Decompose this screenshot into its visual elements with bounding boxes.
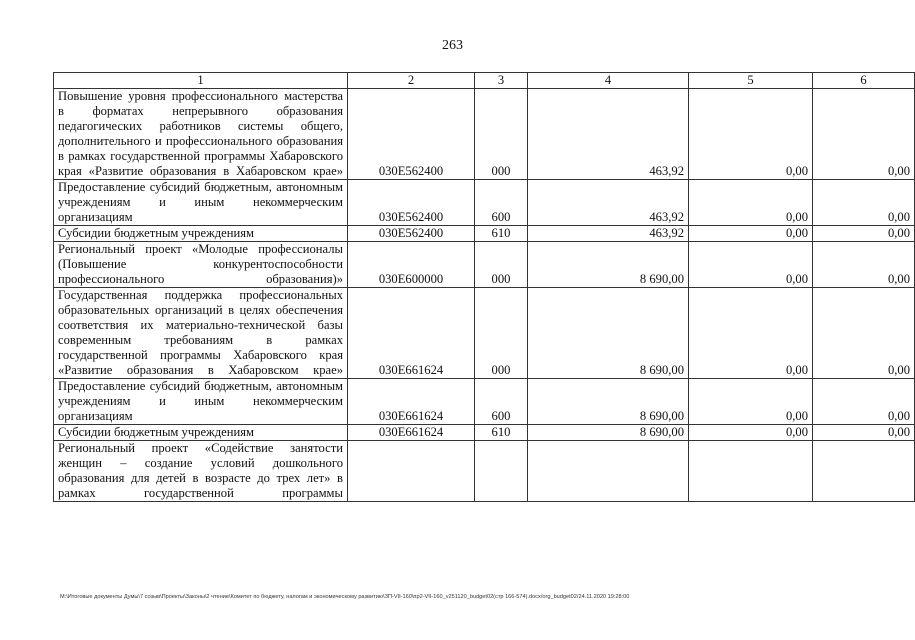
row-code: 030E562400 <box>348 180 475 226</box>
row-value-6: 0,00 <box>813 226 915 242</box>
column-header-3: 3 <box>475 73 528 89</box>
row-value-6 <box>813 441 915 502</box>
row-value-6: 0,00 <box>813 180 915 226</box>
document-path-footer: M:\Итоговые документы Думы\7 созыв\Проекты\Законы\2 чтение\Комитет по бюджету, налогам и экономическому развитию\ЗП-VII-160\пр2-VII-160_v251120_budget02(стр 166-574).docx/org_budget02/24.11.2020 19:28:00 <box>60 594 630 600</box>
row-expense-type: 000 <box>475 242 528 288</box>
column-header-4: 4 <box>528 73 689 89</box>
row-expense-type: 000 <box>475 288 528 379</box>
table-row <box>54 379 915 425</box>
row-value-5: 0,00 <box>689 379 813 425</box>
column-header-5: 5 <box>689 73 813 89</box>
table-row <box>54 226 915 242</box>
row-value-4 <box>528 441 689 502</box>
table-row <box>54 441 915 502</box>
row-value-5: 0,00 <box>689 242 813 288</box>
table-row <box>54 288 915 379</box>
row-code: 030E562400 <box>348 226 475 242</box>
row-value-5: 0,00 <box>689 425 813 441</box>
row-value-4: 463,92 <box>528 226 689 242</box>
row-value-6: 0,00 <box>813 288 915 379</box>
row-name: Региональный проект «Содействие занятости женщин – создание условий дошкольного образования для детей в возрасте до трех лет» в рамках государственной программы <box>54 441 348 502</box>
row-expense-type: 610 <box>475 226 528 242</box>
column-header-1: 1 <box>54 73 348 89</box>
row-value-5: 0,00 <box>689 89 813 180</box>
row-value-5 <box>689 441 813 502</box>
page-number: 263 <box>442 38 463 53</box>
row-expense-type <box>475 441 528 502</box>
row-value-5: 0,00 <box>689 180 813 226</box>
row-code: 030E661624 <box>348 425 475 441</box>
column-header-6: 6 <box>813 73 915 89</box>
row-expense-type: 610 <box>475 425 528 441</box>
row-value-6: 0,00 <box>813 425 915 441</box>
row-name: Субсидии бюджетным учреждениям <box>54 425 348 441</box>
row-value-6: 0,00 <box>813 379 915 425</box>
row-name: Субсидии бюджетным учреждениям <box>54 226 348 242</box>
row-value-4: 8 690,00 <box>528 425 689 441</box>
row-value-4: 463,92 <box>528 89 689 180</box>
row-expense-type: 600 <box>475 180 528 226</box>
row-value-6: 0,00 <box>813 242 915 288</box>
row-value-4: 8 690,00 <box>528 288 689 379</box>
budget-table <box>53 72 915 502</box>
row-code: 030E562400 <box>348 89 475 180</box>
row-code: 030E661624 <box>348 379 475 425</box>
column-header-2: 2 <box>348 73 475 89</box>
row-value-6: 0,00 <box>813 89 915 180</box>
row-name: Государственная поддержка профессиональных образовательных организаций в целях обеспечения соответствия их материально-технической базы современным требованиям в рамках государственной программы Хабаровского края «Развитие образования в Хабаровском крае» <box>54 288 348 379</box>
table-row <box>54 425 915 441</box>
table-row <box>54 89 915 180</box>
row-name: Предоставление субсидий бюджетным, автономным учреждениям и иным некоммерческим организациям <box>54 180 348 226</box>
row-value-4: 463,92 <box>528 180 689 226</box>
row-value-4: 8 690,00 <box>528 242 689 288</box>
row-value-5: 0,00 <box>689 226 813 242</box>
row-code: 030E661624 <box>348 288 475 379</box>
table-row <box>54 180 915 226</box>
row-name: Повышение уровня профессионального мастерства в форматах непрерывного образования педагогических работников системы общего, дополнительного и профессионального образования в рамках государственной программы Хабаровского края «Развитие образования в Хабаровском крае» <box>54 89 348 180</box>
header-row <box>54 73 915 89</box>
row-name: Региональный проект «Молодые профессионалы (Повышение конкурентоспособности профессионального образования)» <box>54 242 348 288</box>
table-row <box>54 242 915 288</box>
row-code <box>348 441 475 502</box>
row-value-5: 0,00 <box>689 288 813 379</box>
row-expense-type: 000 <box>475 89 528 180</box>
row-name: Предоставление субсидий бюджетным, автономным учреждениям и иным некоммерческим организациям <box>54 379 348 425</box>
row-expense-type: 600 <box>475 379 528 425</box>
row-code: 030E600000 <box>348 242 475 288</box>
row-value-4: 8 690,00 <box>528 379 689 425</box>
